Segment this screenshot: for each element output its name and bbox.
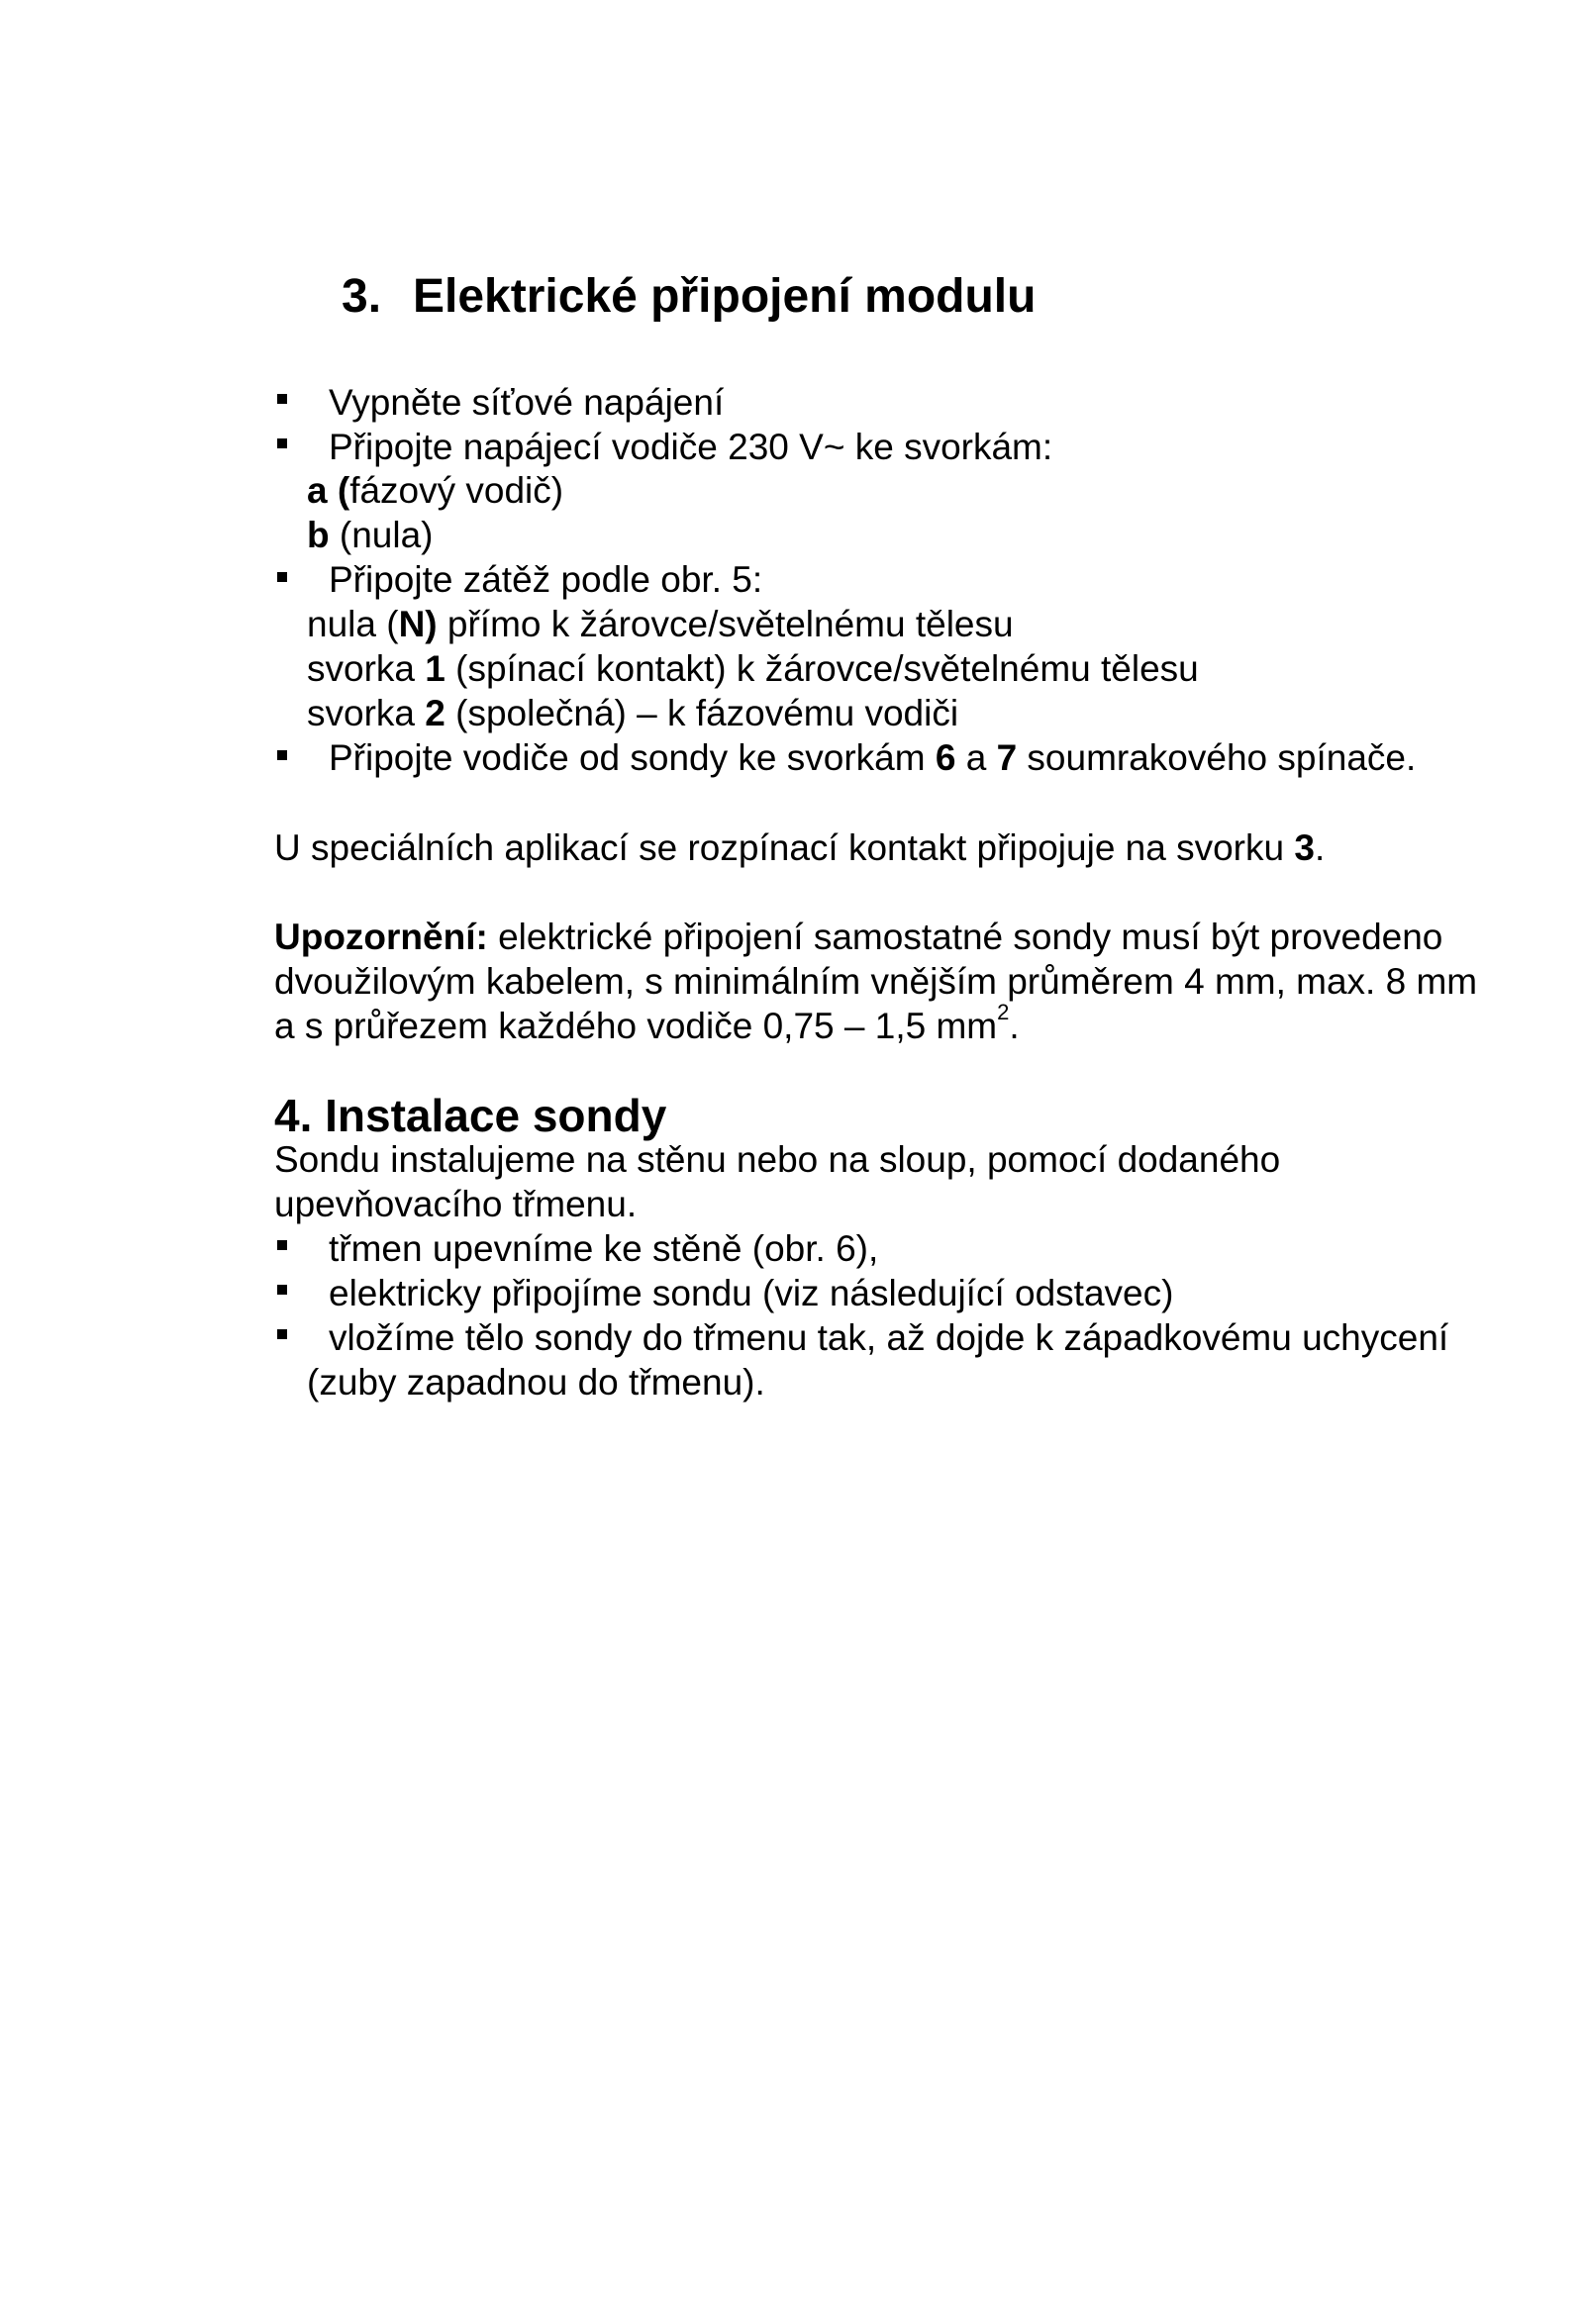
terminal-b-label: b (307, 515, 330, 555)
s4-intro-line-1: Sondu instalujeme na stěnu nebo na sloup, pomocí dodaného (274, 1139, 1281, 1180)
load-3-a: svorka (307, 693, 426, 733)
terminal-a-paren: ( (327, 470, 350, 511)
s3-terminal-a (307, 472, 563, 509)
bullet-icon (277, 438, 287, 448)
s3-warning-line-1 (274, 919, 1442, 955)
special-b: 3 (1294, 827, 1315, 868)
warning-text-1: elektrické připojení samostatné sondy musí být provedeno (487, 917, 1443, 957)
bullet-4-d: 7 (996, 737, 1018, 778)
warning-end: . (1009, 1006, 1020, 1046)
bullet-icon (277, 1329, 287, 1339)
section-3-number: 3. (342, 270, 382, 323)
s3-bullet-3: Připojte zátěž podle obr. 5: (329, 559, 763, 600)
load-1-a: nula ( (307, 604, 399, 644)
section-3-title: Elektrické připojení modulu (413, 270, 1037, 323)
s3-special-note (274, 829, 1325, 866)
bullet-4-c: a (955, 737, 997, 778)
s3-bullet-1: Vypněte síťové napájení (329, 382, 725, 423)
s3-warning-line-2: dvoužilovým kabelem, s minimálním vnějším průměrem 4 mm, max. 8 mm (274, 961, 1478, 1002)
bullet-4-a: Připojte vodiče od sondy ke svorkám (329, 737, 936, 778)
load-3-c: (společná) – k fázovému vodiči (445, 693, 959, 733)
terminal-a-text: fázový vodič) (349, 470, 564, 511)
s3-load-3 (307, 695, 958, 731)
s4-intro-line-2: upevňovacího třmenu. (274, 1184, 638, 1224)
s3-warning-line-3 (274, 1000, 1020, 1046)
load-3-b: 2 (425, 693, 446, 733)
s4-bullet-3-line-1: vložíme tělo sondy do třmenu tak, až dojde k západkovému uchycení (329, 1317, 1449, 1358)
section-3-heading (342, 269, 1036, 324)
s4-bullet-3-line-2: (zuby zapadnou do třmenu). (307, 1362, 765, 1403)
load-2-a: svorka (307, 648, 426, 689)
s3-bullet-2: Připojte napájecí vodiče 230 V~ ke svorkám: (329, 427, 1053, 467)
s3-terminal-b (307, 517, 434, 553)
warning-superscript: 2 (997, 1000, 1010, 1024)
s3-load-2 (307, 650, 1199, 687)
s4-bullet-2: elektricky připojíme sondu (viz následující odstavec) (329, 1273, 1174, 1313)
bullet-4-e: soumrakového spínače. (1017, 737, 1417, 778)
bullet-icon (277, 394, 287, 404)
special-a: U speciálních aplikací se rozpínací kontakt připojuje na svorku (274, 827, 1295, 868)
bullet-icon (277, 1285, 287, 1295)
bullet-icon (277, 572, 287, 582)
bullet-icon (277, 1240, 287, 1250)
load-2-c: (spínací kontakt) k žárovce/světelnému tělesu (445, 648, 1199, 689)
s3-load-1 (307, 606, 1014, 642)
warning-text-3: a s průřezem každého vodiče 0,75 – 1,5 mm (274, 1006, 998, 1046)
load-1-c: přímo k žárovce/světelnému tělesu (437, 604, 1014, 644)
section-4-heading: 4. Instalace sondy (274, 1090, 667, 1141)
s4-bullet-1: třmen upevníme ke stěně (obr. 6), (329, 1228, 879, 1269)
bullet-4-b: 6 (935, 737, 956, 778)
s3-bullet-4 (329, 739, 1416, 776)
bullet-icon (277, 750, 287, 760)
terminal-a-label: a (307, 470, 328, 511)
load-2-b: 1 (425, 648, 446, 689)
warning-label: Upozornění: (274, 917, 488, 957)
load-1-b: N) (398, 604, 438, 644)
special-c: . (1314, 827, 1326, 868)
terminal-b-text: (nula) (329, 515, 434, 555)
